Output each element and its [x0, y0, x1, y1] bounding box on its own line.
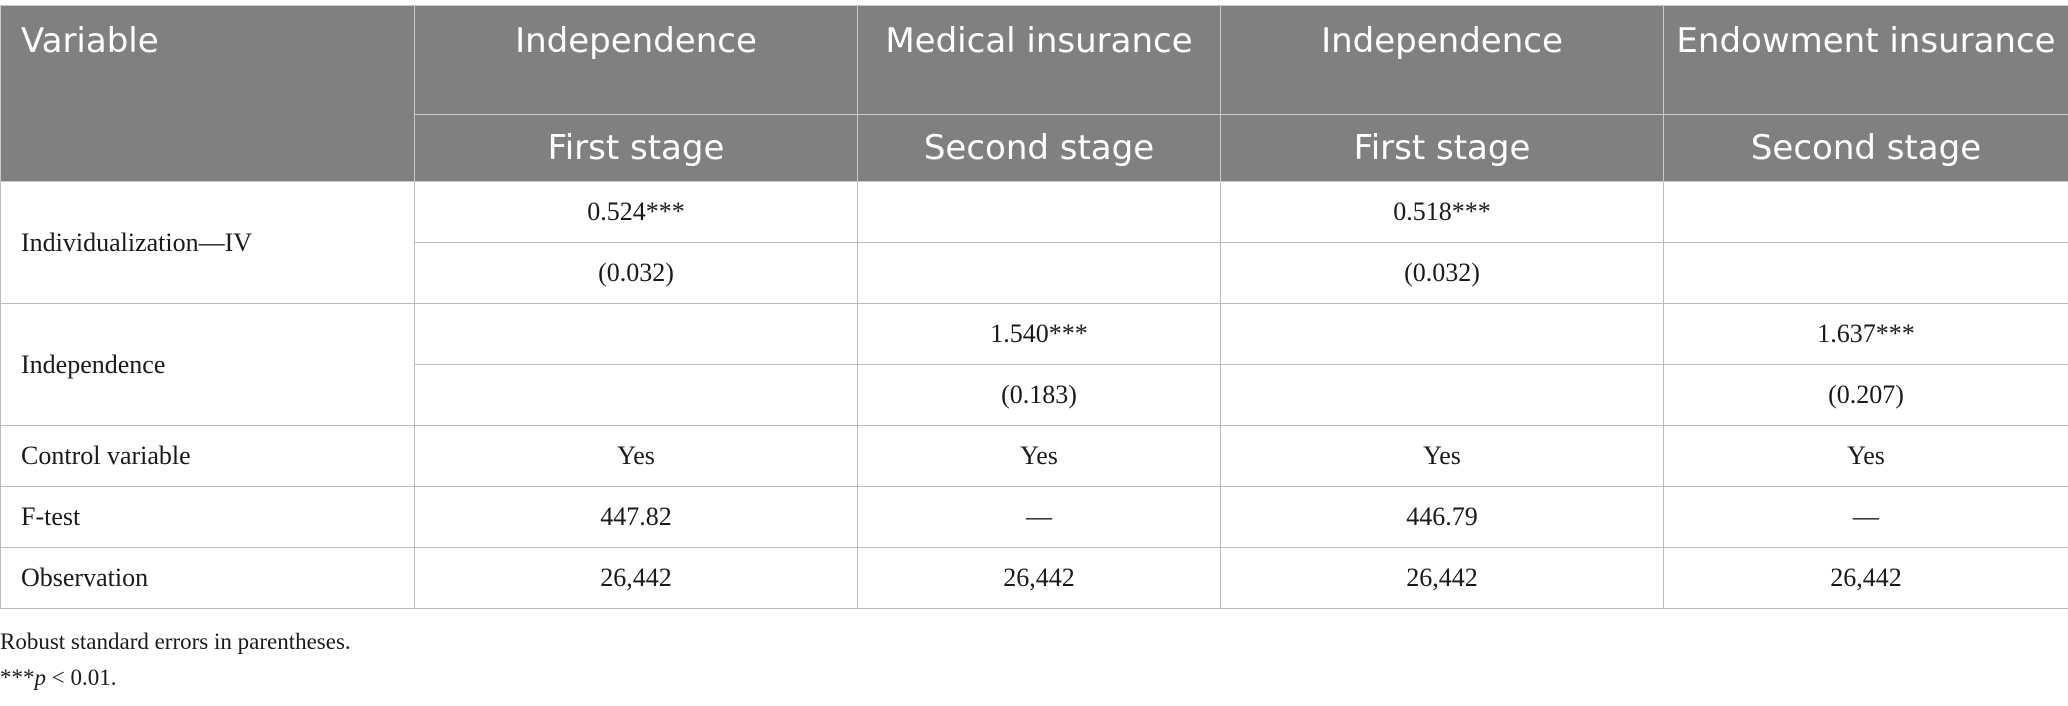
- cell-control-c3: Yes: [1221, 426, 1664, 487]
- cell-obs-c1: 26,442: [415, 548, 858, 609]
- header-variable: Variable: [1, 6, 415, 182]
- header-col1-stage: First stage: [415, 115, 858, 182]
- cell-control-c1: Yes: [415, 426, 858, 487]
- cell-iv-c4-coef: [1664, 182, 2068, 243]
- footnote-p: p: [34, 665, 46, 690]
- regression-results-table: [0, 5, 2068, 609]
- header-col1-outcome: Independence: [415, 6, 858, 115]
- header-col4-outcome: Endowment insurance: [1664, 6, 2068, 115]
- cell-obs-c3: 26,442: [1221, 548, 1664, 609]
- footnote-significance: [0, 665, 116, 691]
- header-col4-stage: Second stage: [1664, 115, 2068, 182]
- cell-iv-c1-se: (0.032): [415, 243, 858, 304]
- row-label-control: Control variable: [1, 426, 415, 487]
- table-row-independence-coef: [1, 304, 2068, 365]
- cell-ind-c4-se: (0.207): [1664, 365, 2068, 426]
- header-col2-outcome: Medical insurance: [858, 6, 1221, 115]
- cell-ind-c4-coef: 1.637***: [1664, 304, 2068, 365]
- cell-iv-c3-coef: 0.518***: [1221, 182, 1664, 243]
- cell-control-c4: Yes: [1664, 426, 2068, 487]
- row-label-iv: Individualization—IV: [1, 182, 415, 304]
- footnote-robust-se: Robust standard errors in parentheses.: [0, 629, 351, 654]
- cell-obs-c4: 26,442: [1664, 548, 2068, 609]
- table-row-ftest: [1, 487, 2068, 548]
- table-body: [1, 182, 2068, 609]
- cell-iv-c2-coef: [858, 182, 1221, 243]
- header-row-outcome: [1, 6, 2068, 115]
- table-row-control: [1, 426, 2068, 487]
- table-row-observation: [1, 548, 2068, 609]
- row-label-ftest: F-test: [1, 487, 415, 548]
- cell-ind-c2-coef: 1.540***: [858, 304, 1221, 365]
- cell-iv-c4-se: [1664, 243, 2068, 304]
- row-label-independence: Independence: [1, 304, 415, 426]
- table-row-iv-coef: [1, 182, 2068, 243]
- cell-ftest-c4: —: [1664, 487, 2068, 548]
- cell-control-c2: Yes: [858, 426, 1221, 487]
- header-col2-stage: Second stage: [858, 115, 1221, 182]
- table-header: [1, 6, 2068, 182]
- cell-ftest-c3: 446.79: [1221, 487, 1664, 548]
- cell-ind-c2-se: (0.183): [858, 365, 1221, 426]
- cell-ftest-c1: 447.82: [415, 487, 858, 548]
- cell-ind-c3-se: [1221, 365, 1664, 426]
- header-col3-stage: First stage: [1221, 115, 1664, 182]
- footnote-stars: ***: [0, 665, 35, 690]
- cell-ind-c3-coef: [1221, 304, 1664, 365]
- cell-ftest-c2: —: [858, 487, 1221, 548]
- row-label-observation: Observation: [1, 548, 415, 609]
- cell-iv-c3-se: (0.032): [1221, 243, 1664, 304]
- cell-iv-c1-coef: 0.524***: [415, 182, 858, 243]
- cell-obs-c2: 26,442: [858, 548, 1221, 609]
- cell-iv-c2-se: [858, 243, 1221, 304]
- cell-ind-c1-coef: [415, 304, 858, 365]
- footnote-threshold: < 0.01.: [46, 665, 117, 690]
- cell-ind-c1-se: [415, 365, 858, 426]
- header-col3-outcome: Independence: [1221, 6, 1664, 115]
